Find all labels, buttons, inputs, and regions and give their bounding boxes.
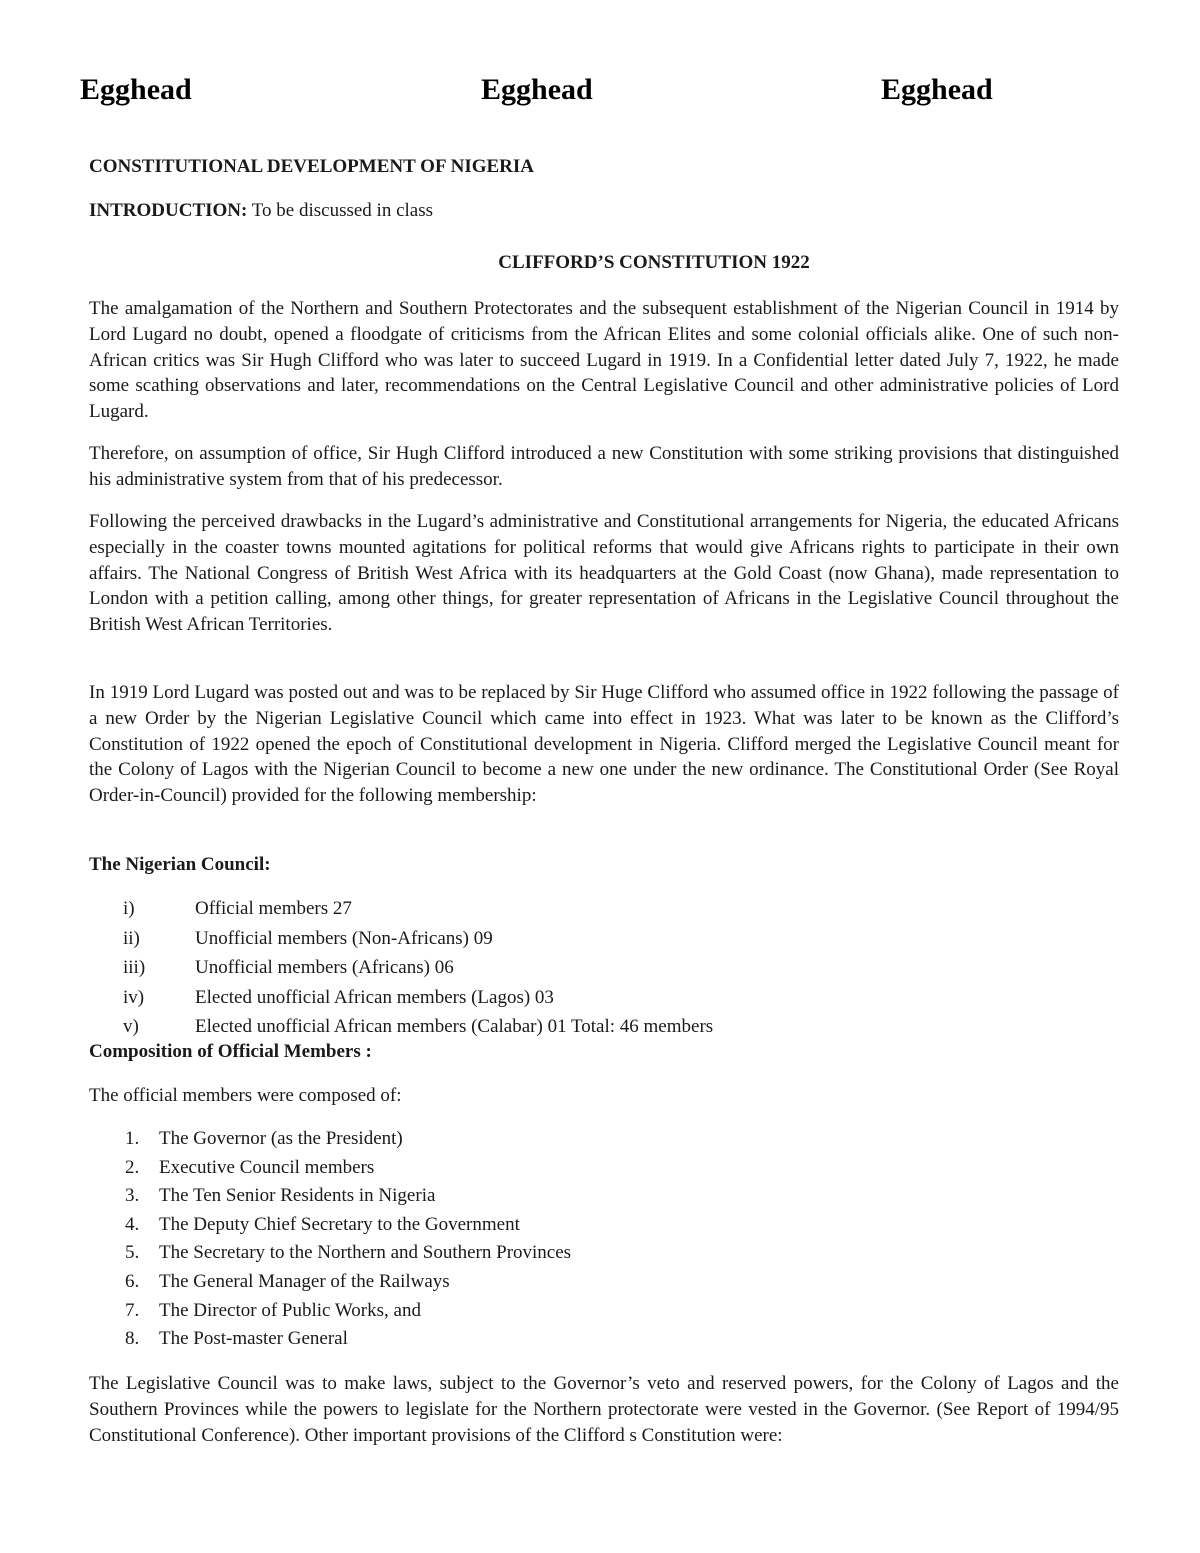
list-item-text: The Post-master General <box>159 1328 348 1350</box>
list-item <box>89 926 989 956</box>
list-item-text: The Ten Senior Residents in Nigeria <box>159 1185 436 1207</box>
list-marker: 2. <box>125 1156 140 1178</box>
list-item-text: The Governor (as the President) <box>159 1128 403 1149</box>
list-marker: 4. <box>125 1213 140 1235</box>
list-item-text: Official members 27 <box>195 898 352 919</box>
list-item-text: The Deputy Chief Secretary to the Government <box>159 1213 520 1235</box>
section-heading: CLIFFORD’S CONSTITUTION 1922 <box>498 252 810 273</box>
document-title: CONSTITUTIONAL DEVELOPMENT OF NIGERIA <box>89 156 534 177</box>
introduction-label: INTRODUCTION: <box>89 200 248 221</box>
council-membership-list <box>89 896 989 1044</box>
list-marker: i) <box>123 898 135 919</box>
list-marker: v) <box>123 1016 139 1037</box>
watermark-left: Egghead <box>80 73 192 106</box>
paragraph-3: Following the perceived drawbacks in the Lugard’s administrative and Constitutional arrangements for Nigeria, the educated Africans especially in the coaster towns mounted agitations for political reforms that would give Africans rights to participate in their own affairs. The National Congress of British West Africa with its headquarters at the Gold Coast (now Ghana), made representation to London with a petition calling, among other things, for greater representation of Africans in the Legislative Council throughout the British West African Territories. <box>89 511 1119 636</box>
list-item-text: The Director of Public Works, and <box>159 1299 421 1321</box>
introduction-line <box>89 199 433 223</box>
list-item <box>89 985 989 1015</box>
list-item-text: Executive Council members <box>159 1156 375 1178</box>
paragraph-4: In 1919 Lord Lugard was posted out and was to be replaced by Sir Huge Clifford who assumed office in 1922 following the passage of a new Order by the Nigerian Legislative Council which came into effect in 1923. What was later to be known as the Clifford’s Constitution of 1922 opened the epoch of Constitutional development in Nigeria. Clifford merged the Legislative Council meant for the Colony of Lagos with the Nigerian Council to become a new one under the new ordinance. The Constitutional Order (See Royal Order-in-Council) provided for the following membership: <box>89 682 1119 807</box>
paragraph-1: The amalgamation of the Northern and Southern Protectorates and the subsequent establishment of the Nigerian Council in 1914 by Lord Lugard no doubt, opened a floodgate of criticisms from the African Elites and some colonial officials alike. One of such non-African critics was Sir Hugh Clifford who was later to succeed Lugard in 1919. In a Confidential letter dated July 7, 1922, he made some scathing observations and later, recommendations on the Central Legislative Council and other administrative policies of Lord Lugard. <box>89 298 1119 423</box>
list-marker: ii) <box>123 927 140 949</box>
watermark-right: Egghead <box>881 73 993 106</box>
list-item-text: The General Manager of the Railways <box>159 1270 450 1292</box>
composition-lead: The official members were composed of: <box>89 1085 402 1106</box>
list-item <box>89 1126 989 1155</box>
introduction-text: To be discussed in class <box>247 200 434 221</box>
watermark-center: Egghead <box>481 73 593 106</box>
paragraph-2: Therefore, on assumption of office, Sir Hugh Clifford introduced a new Constitution with some striking provisions that distinguished his administrative system from that of his predecessor. <box>89 443 1119 490</box>
list-marker: 7. <box>125 1299 140 1321</box>
list-item <box>89 1183 989 1212</box>
list-item-text: Unofficial members (Africans) 06 <box>195 957 454 978</box>
list-item <box>89 1155 989 1184</box>
list-item <box>89 1240 989 1269</box>
list-item <box>89 1269 989 1298</box>
list-item <box>89 1212 989 1241</box>
council-heading: The Nigerian Council: <box>89 854 271 875</box>
list-item-text: Elected unofficial African members (Lagos) 03 <box>195 986 554 1008</box>
list-marker: iv) <box>123 986 145 1008</box>
list-item <box>89 896 989 926</box>
list-item <box>89 1298 989 1327</box>
list-marker: 3. <box>125 1185 140 1207</box>
list-item <box>89 1326 989 1355</box>
list-item-text: Unofficial members (Non-Africans) 09 <box>195 927 493 949</box>
list-item <box>89 955 989 985</box>
list-marker: 1. <box>125 1128 140 1149</box>
list-marker: 6. <box>125 1270 140 1292</box>
composition-heading: Composition of Official Members : <box>89 1041 372 1062</box>
list-item-text: Elected unofficial African members (Calabar) 01 Total: 46 members <box>195 1016 714 1037</box>
paragraph-5: The Legislative Council was to make laws, subject to the Governor’s veto and reserved powers, for the Colony of Lagos and the Southern Provinces while the powers to legislate for the Northern protectorate were vested in the Governor. (See Report of 1994/95 Constitutional Conference). Other important provisions of the Clifford s Constitution were: <box>89 1373 1119 1446</box>
official-members-list <box>89 1126 989 1355</box>
list-marker: 5. <box>125 1242 140 1264</box>
list-marker: iii) <box>123 957 146 978</box>
list-item-text: The Secretary to the Northern and Southern Provinces <box>159 1242 572 1264</box>
list-marker: 8. <box>125 1328 140 1350</box>
